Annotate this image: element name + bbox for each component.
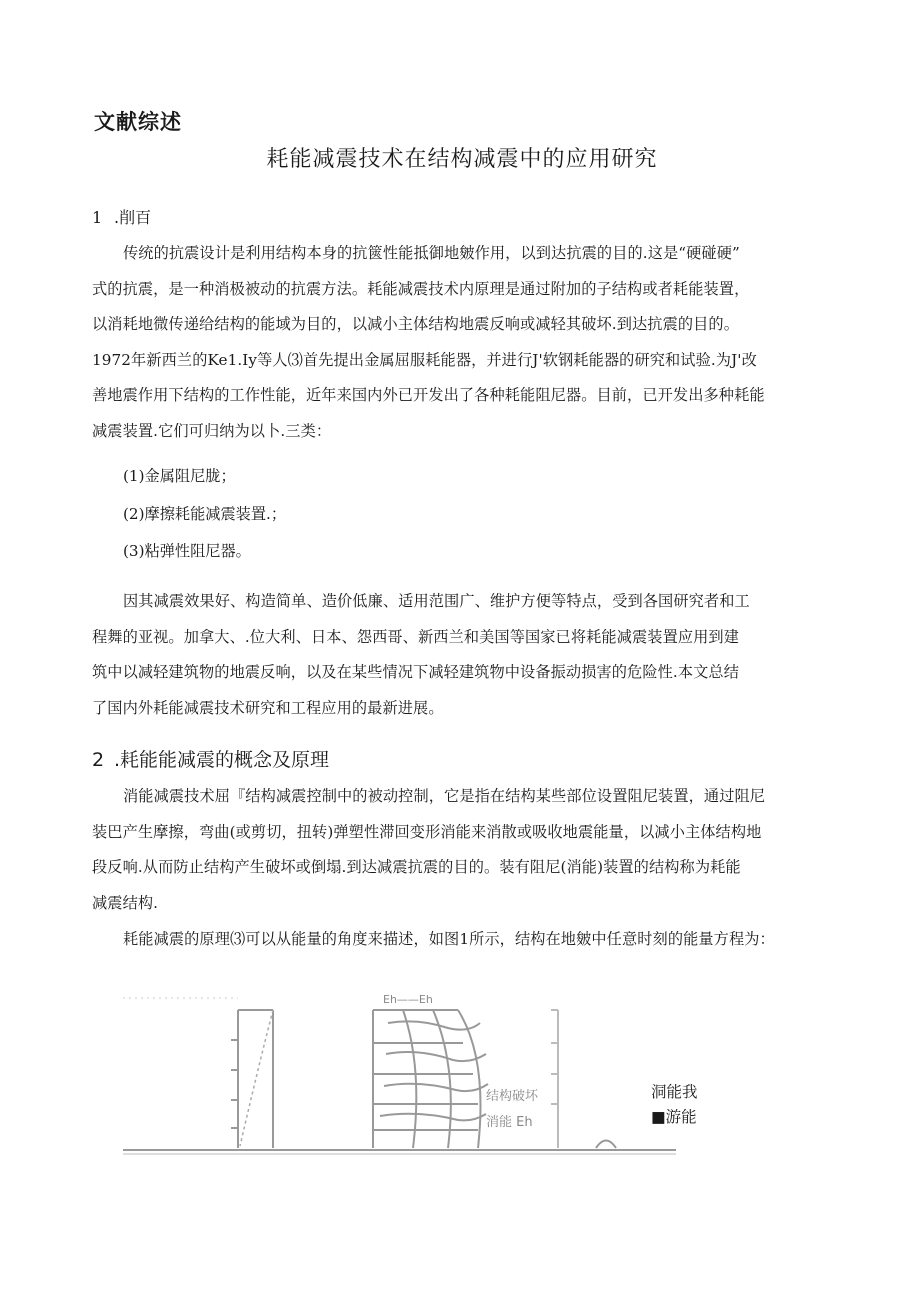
figure-top-label: Eh——Eh	[383, 993, 433, 1006]
section-1-paragraph-2	[92, 584, 837, 726]
paragraph-line: 善地震作用下结构的工作性能，近年来国内外已开发出了各种耗能阻尼器。目前，已开发出多种耗能	[92, 386, 765, 405]
paragraph-line: 因其减震效果好、构造简单、造价低廉、适用范围广、维护方便等特点，受到各国研究者和工	[123, 592, 750, 610]
paragraph-line: 式的抗震，是一种消极被动的抗震方法。耗能减震技术内原理是通过附加的子结构或者耗能装置，	[92, 279, 750, 298]
paragraph-line: 了国内外耗能减震技术研究和工程应用的最新进展。	[92, 698, 444, 717]
figure-label-damage: 结构破坏	[486, 1089, 539, 1104]
figure-legend-1: 洞能我	[651, 1083, 698, 1101]
paragraph-line: 筑中以减轻建筑物的地震反响，以及在某些情况下减轻建筑物中设备振动损害的危险性.本文总结	[92, 663, 740, 682]
paragraph-line: 段反响.从而防止结构产生破坏或倒塌.到达减震抗震的目的。装有阻尼(消能)装置的结构称为耗能	[92, 858, 741, 877]
paragraph-line: 程舞的亚视。加拿大、.位大利、日本、怨西哥、新西兰和美国等国家已将耗能减震装置应用到建	[92, 627, 740, 646]
section-2-paragraph-1	[92, 779, 837, 921]
page-title: 耗能减震技术在结构减震中的应用研究	[266, 147, 658, 172]
paragraph-line: 消能减震技术屈『结构减震控制中的被动控制，它是指在结构某些部位设置阻尼装置，通过阻尼	[123, 787, 766, 805]
paragraph-line: 耗能减震的原理⑶可以从能量的角度来描述，如图1所示，结构在地皴中任意时刻的能量方程为：	[123, 930, 775, 948]
frame-rigid	[231, 1010, 273, 1148]
section-1-number: 1	[92, 208, 103, 227]
list-item: (2)摩擦耗能减震装置.；	[123, 505, 287, 523]
list-item: (3)粘弹性阻尼器。	[123, 542, 251, 560]
paragraph-line: 装巴产生摩擦，弯曲(或剪切，扭转)弹塑性滞回变形消能来消散或吸收地震能量，以减小主体结构地	[92, 822, 762, 841]
section-1-paragraph-1	[92, 236, 837, 450]
paragraph-line: 减震结构.	[92, 893, 159, 912]
paragraph-line: 减震装置.它们可归纳为以卜.三类：	[92, 421, 332, 440]
figure-legend-2: ■游能	[651, 1108, 697, 1126]
figure-label-energy: 消能 Eh	[486, 1115, 533, 1130]
section-2-heading	[92, 745, 329, 772]
section-2-title: .耗能能减震的概念及原理	[114, 749, 330, 771]
section-2-number: 2	[92, 749, 105, 771]
paragraph-line: 以消耗地微传递给结构的能域为目的，以减小主体结构地震反响或减轻其破坏.到达抗震的目的。	[92, 315, 740, 334]
paragraph-line: 1972年新西兰的Ke1.Iy等人⑶首先提出金属屈服耗能器，并进行J'软钢耗能器的研究和试验.为J'改	[92, 350, 757, 369]
frame-damaged	[373, 1010, 488, 1148]
paragraph-line: 传统的抗震设计是利用结构本身的抗篋性能抵御地皴作用，以到达抗震的目的.这是“硬碰硬”	[123, 244, 740, 262]
section-1-title: .削百	[114, 208, 152, 227]
section-2-paragraph-2	[92, 922, 837, 958]
figure-1	[118, 988, 683, 1158]
section-1-heading	[92, 205, 151, 228]
list-item: (1)金属阻尼胧；	[123, 467, 236, 485]
document-type-label: 文献综述	[94, 110, 182, 134]
